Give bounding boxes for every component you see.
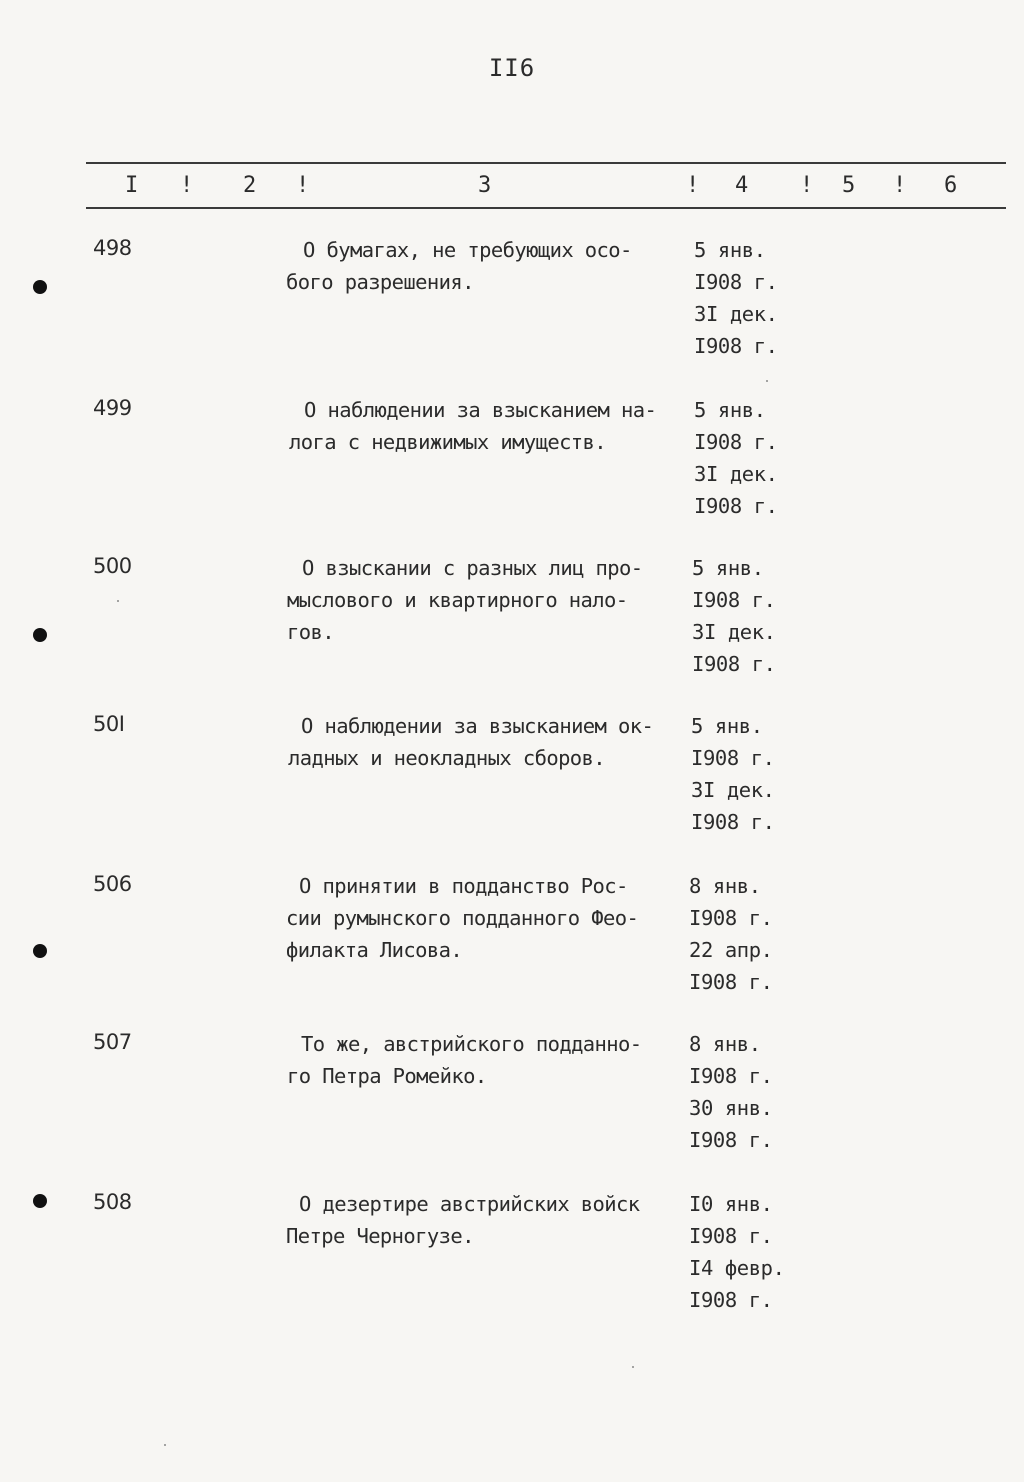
record-title-line: О бумагах, не требующих осо- bbox=[303, 238, 632, 262]
record-title-line: То же, австрийского подданно- bbox=[301, 1032, 642, 1056]
record-row bbox=[0, 1188, 1024, 1338]
page-number: II6 bbox=[488, 54, 536, 82]
record-number: 507 bbox=[93, 1030, 132, 1054]
record-date-line: I908 г. bbox=[694, 270, 778, 294]
record-date-line: I0 янв. bbox=[689, 1192, 773, 1216]
record-date-line: 3I дек. bbox=[694, 302, 778, 326]
record-date-line: 3I дек. bbox=[691, 778, 775, 802]
record-title-line: гов. bbox=[287, 620, 334, 644]
record-title-line: О дезертире австрийских войск bbox=[299, 1192, 640, 1216]
punch-hole bbox=[33, 280, 47, 294]
record-date-line: 3I дек. bbox=[694, 462, 778, 486]
record-row bbox=[0, 1028, 1024, 1178]
record-date-line: I908 г. bbox=[692, 652, 776, 676]
header-bottom-rule bbox=[86, 207, 1006, 209]
record-date-line: I908 г. bbox=[691, 746, 775, 770]
record-date-line: I908 г. bbox=[694, 430, 778, 454]
scan-speck bbox=[117, 600, 119, 602]
column-header-2: 2 bbox=[243, 173, 257, 198]
record-title-line: Петре Черногузе. bbox=[286, 1224, 474, 1248]
record-row bbox=[0, 234, 1024, 384]
record-date-line: 30 янв. bbox=[689, 1096, 773, 1120]
record-date-line: 8 янв. bbox=[689, 1032, 761, 1056]
record-title-line: го Петра Ромейко. bbox=[287, 1064, 487, 1088]
record-date-line: 8 янв. bbox=[689, 874, 761, 898]
record-title-line: мыслового и квартирного нало- bbox=[287, 588, 628, 612]
scan-speck bbox=[766, 380, 768, 382]
record-date-line: I908 г. bbox=[689, 1128, 773, 1152]
record-title-line: О наблюдении за взысканием ок- bbox=[301, 714, 654, 738]
column-separator: ! bbox=[800, 173, 814, 198]
record-date-line: 5 янв. bbox=[694, 238, 766, 262]
punch-hole bbox=[33, 628, 47, 642]
record-date-line: 5 янв. bbox=[692, 556, 764, 580]
record-date-line: I908 г. bbox=[691, 810, 775, 834]
column-separator: ! bbox=[296, 173, 310, 198]
record-date-line: I908 г. bbox=[694, 334, 778, 358]
record-date-line: I908 г. bbox=[694, 494, 778, 518]
record-title-line: филакта Лисова. bbox=[286, 938, 463, 962]
scan-speck bbox=[164, 1444, 166, 1446]
record-date-line: I908 г. bbox=[689, 970, 773, 994]
column-separator: ! bbox=[686, 173, 700, 198]
record-title-line: О принятии в подданство Рос- bbox=[299, 874, 628, 898]
record-number: 506 bbox=[93, 872, 132, 896]
column-header-1: I bbox=[125, 173, 139, 198]
record-row bbox=[0, 552, 1024, 702]
record-title-line: бого разрешения. bbox=[286, 270, 474, 294]
column-separator: ! bbox=[180, 173, 194, 198]
record-row bbox=[0, 394, 1024, 544]
record-date-line: I4 февр. bbox=[689, 1256, 785, 1280]
record-date-line: I908 г. bbox=[689, 1288, 773, 1312]
record-title-line: О наблюдении за взысканием на- bbox=[304, 398, 657, 422]
record-date-line: 5 янв. bbox=[694, 398, 766, 422]
record-title-line: О взыскании с разных лиц про- bbox=[302, 556, 643, 580]
record-date-line: I908 г. bbox=[692, 588, 776, 612]
header-top-rule bbox=[86, 162, 1006, 164]
record-date-line: 3I дек. bbox=[692, 620, 776, 644]
punch-hole bbox=[33, 944, 47, 958]
record-number: 498 bbox=[93, 236, 132, 260]
record-date-line: I908 г. bbox=[689, 1064, 773, 1088]
column-header-4: 4 bbox=[735, 173, 749, 198]
column-separator: ! bbox=[893, 173, 907, 198]
column-header-5: 5 bbox=[842, 173, 856, 198]
record-date-line: I908 г. bbox=[689, 906, 773, 930]
scan-speck bbox=[632, 1366, 634, 1368]
record-number: 500 bbox=[93, 554, 132, 578]
record-row bbox=[0, 870, 1024, 1020]
record-row bbox=[0, 710, 1024, 860]
record-date-line: I908 г. bbox=[689, 1224, 773, 1248]
record-title-line: лога с недвижимых имуществ. bbox=[289, 430, 607, 454]
record-title-line: сии румынского подданного Фео- bbox=[286, 906, 639, 930]
record-title-line: ладных и неокладных сборов. bbox=[288, 746, 606, 770]
column-header-6: 6 bbox=[944, 173, 958, 198]
record-number: 508 bbox=[93, 1190, 132, 1214]
punch-hole bbox=[33, 1194, 47, 1208]
record-number: 499 bbox=[93, 396, 132, 420]
record-number: 50I bbox=[93, 712, 125, 736]
record-date-line: 5 янв. bbox=[691, 714, 763, 738]
record-date-line: 22 апр. bbox=[689, 938, 773, 962]
column-header-3: 3 bbox=[478, 173, 492, 198]
